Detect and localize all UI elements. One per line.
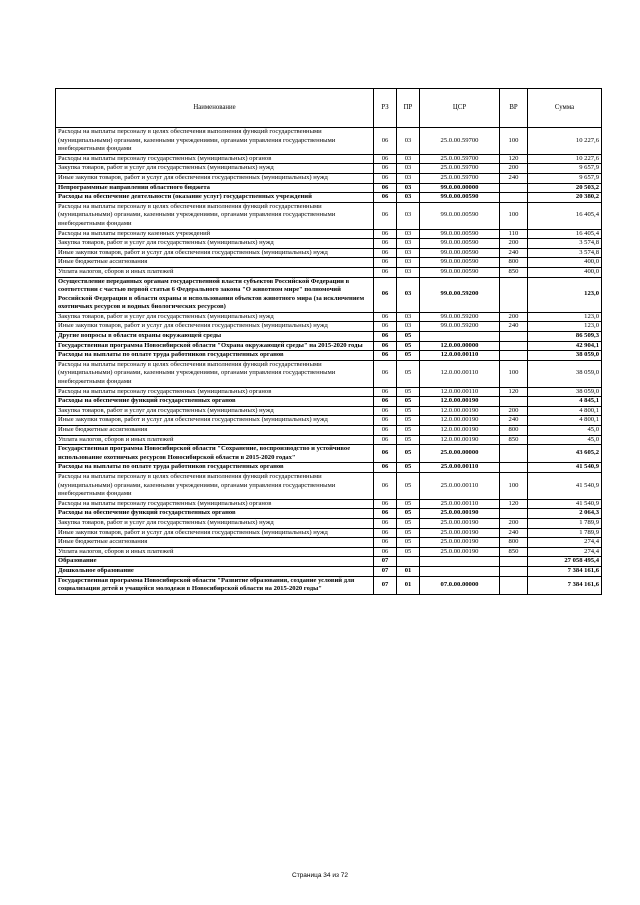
cell-pr: 03 <box>397 173 420 183</box>
table-row <box>56 576 602 594</box>
cell-name: Расходы на выплаты персоналу в целях обеспечения выполнения функций государственными (муниципальными) органами, казенными учреждениями, органами управления государственными внебюджетными фондами <box>56 202 374 229</box>
cell-csr: 12.0.00.00190 <box>420 426 500 436</box>
cell-pr: 05 <box>397 463 420 473</box>
cell-rz: 06 <box>374 248 397 258</box>
cell-csr: 25.0.00.59700 <box>420 164 500 174</box>
cell-sum: 38 059,0 <box>528 387 602 397</box>
cell-sum: 45,0 <box>528 435 602 445</box>
cell-csr: 12.0.00.00190 <box>420 416 500 426</box>
cell-pr: 03 <box>397 229 420 239</box>
table-row <box>56 164 602 174</box>
cell-pr: 05 <box>397 360 420 387</box>
cell-vr <box>500 193 528 203</box>
table-row <box>56 128 602 155</box>
cell-vr <box>500 341 528 351</box>
cell-vr <box>500 445 528 463</box>
cell-rz: 07 <box>374 557 397 567</box>
cell-vr <box>500 557 528 567</box>
cell-name: Иные бюджетные ассигнования <box>56 258 374 268</box>
cell-rz: 06 <box>374 183 397 193</box>
cell-name: Иные закупки товаров, работ и услуг для обеспечения государственных (муниципальных) нужд <box>56 528 374 538</box>
cell-vr <box>500 277 528 312</box>
cell-pr: 05 <box>397 397 420 407</box>
cell-csr: 25.0.00.00190 <box>420 547 500 557</box>
cell-sum: 20 503,2 <box>528 183 602 193</box>
cell-csr: 99.0.00.00000 <box>420 183 500 193</box>
page-footer: Страница 34 из 72 <box>292 872 348 879</box>
cell-csr: 12.0.00.00110 <box>420 360 500 387</box>
cell-pr: 05 <box>397 547 420 557</box>
cell-csr: 12.0.00.00190 <box>420 397 500 407</box>
cell-pr: 05 <box>397 518 420 528</box>
cell-rz: 06 <box>374 173 397 183</box>
cell-rz: 07 <box>374 576 397 594</box>
table-row <box>56 341 602 351</box>
cell-csr: 12.0.00.00190 <box>420 435 500 445</box>
cell-csr: 25.0.00.00190 <box>420 528 500 538</box>
cell-csr: 25.0.00.00190 <box>420 538 500 548</box>
cell-pr: 05 <box>397 332 420 342</box>
cell-sum: 274,4 <box>528 547 602 557</box>
budget-table <box>55 88 602 595</box>
cell-vr: 100 <box>500 472 528 499</box>
cell-rz: 06 <box>374 360 397 387</box>
cell-sum: 27 058 495,4 <box>528 557 602 567</box>
cell-rz: 06 <box>374 426 397 436</box>
cell-rz: 06 <box>374 322 397 332</box>
cell-csr: 25.0.00.00190 <box>420 509 500 519</box>
cell-name: Закупка товаров, работ и услуг для государственных (муниципальных) нужд <box>56 164 374 174</box>
cell-pr: 05 <box>397 341 420 351</box>
table-row <box>56 173 602 183</box>
cell-name: Уплата налогов, сборов и иных платежей <box>56 435 374 445</box>
table-row <box>56 239 602 249</box>
cell-sum: 10 227,6 <box>528 154 602 164</box>
cell-name: Иные бюджетные ассигнования <box>56 426 374 436</box>
table-row <box>56 426 602 436</box>
cell-rz: 06 <box>374 387 397 397</box>
cell-vr: 800 <box>500 426 528 436</box>
cell-csr: 07.0.00.00000 <box>420 576 500 594</box>
cell-rz: 06 <box>374 406 397 416</box>
cell-vr: 240 <box>500 528 528 538</box>
cell-pr: 03 <box>397 322 420 332</box>
cell-sum: 45,0 <box>528 426 602 436</box>
cell-csr: 99.0.00.00590 <box>420 202 500 229</box>
cell-pr: 03 <box>397 154 420 164</box>
cell-name: Государственная программа Новосибирской области "Охрана окружающей среды" на 2015-2020 годы <box>56 341 374 351</box>
cell-pr: 03 <box>397 239 420 249</box>
cell-name: Иные закупки товаров, работ и услуг для обеспечения государственных (муниципальных) нужд <box>56 248 374 258</box>
cell-vr <box>500 332 528 342</box>
table-row <box>56 547 602 557</box>
cell-pr: 03 <box>397 183 420 193</box>
header-csr: ЦСР <box>420 89 500 128</box>
cell-csr <box>420 332 500 342</box>
cell-csr: 25.0.00.00110 <box>420 463 500 473</box>
header-vr: ВР <box>500 89 528 128</box>
cell-name: Расходы на обеспечение деятельности (оказание услуг) государственных учреждений <box>56 193 374 203</box>
budget-table-container <box>55 88 601 595</box>
cell-vr: 120 <box>500 154 528 164</box>
cell-vr <box>500 576 528 594</box>
cell-csr: 25.0.00.00110 <box>420 499 500 509</box>
cell-csr: 12.0.00.00110 <box>420 351 500 361</box>
cell-name: Образование <box>56 557 374 567</box>
cell-csr: 99.0.00.00590 <box>420 193 500 203</box>
cell-sum: 9 657,9 <box>528 164 602 174</box>
cell-vr: 200 <box>500 164 528 174</box>
cell-sum: 41 540,9 <box>528 463 602 473</box>
cell-sum: 4 800,1 <box>528 406 602 416</box>
cell-rz: 07 <box>374 566 397 576</box>
table-row <box>56 499 602 509</box>
cell-pr: 03 <box>397 164 420 174</box>
cell-sum: 38 059,0 <box>528 360 602 387</box>
cell-sum: 4 800,1 <box>528 416 602 426</box>
table-row <box>56 397 602 407</box>
cell-rz: 06 <box>374 528 397 538</box>
cell-csr: 25.0.00.00190 <box>420 518 500 528</box>
cell-sum: 400,0 <box>528 258 602 268</box>
table-row <box>56 463 602 473</box>
cell-name: Иные закупки товаров, работ и услуг для обеспечения государственных (муниципальных) нужд <box>56 173 374 183</box>
cell-name: Расходы на выплаты персоналу государственных (муниципальных) органов <box>56 154 374 164</box>
table-row <box>56 538 602 548</box>
cell-rz: 06 <box>374 435 397 445</box>
table-row <box>56 312 602 322</box>
cell-rz: 06 <box>374 351 397 361</box>
cell-rz: 06 <box>374 341 397 351</box>
cell-name: Закупка товаров, работ и услуг для государственных (муниципальных) нужд <box>56 239 374 249</box>
header-rz: РЗ <box>374 89 397 128</box>
cell-pr: 03 <box>397 128 420 155</box>
cell-vr: 200 <box>500 518 528 528</box>
cell-vr <box>500 463 528 473</box>
cell-sum: 38 059,0 <box>528 351 602 361</box>
cell-vr <box>500 183 528 193</box>
cell-rz: 06 <box>374 472 397 499</box>
cell-sum: 7 384 161,6 <box>528 576 602 594</box>
cell-name: Уплата налогов, сборов и иных платежей <box>56 547 374 557</box>
cell-pr: 05 <box>397 445 420 463</box>
cell-vr: 120 <box>500 387 528 397</box>
cell-sum: 3 574,8 <box>528 239 602 249</box>
cell-csr: 12.0.00.00000 <box>420 341 500 351</box>
table-row <box>56 154 602 164</box>
cell-vr <box>500 566 528 576</box>
cell-sum: 7 384 161,6 <box>528 566 602 576</box>
cell-rz: 06 <box>374 547 397 557</box>
cell-csr: 99.0.00.00590 <box>420 248 500 258</box>
cell-sum: 10 227,6 <box>528 128 602 155</box>
cell-sum: 3 574,8 <box>528 248 602 258</box>
cell-vr <box>500 351 528 361</box>
cell-vr: 100 <box>500 128 528 155</box>
table-row <box>56 557 602 567</box>
cell-rz: 06 <box>374 267 397 277</box>
table-row <box>56 435 602 445</box>
cell-rz: 06 <box>374 463 397 473</box>
cell-name: Закупка товаров, работ и услуг для государственных (муниципальных) нужд <box>56 312 374 322</box>
table-row <box>56 416 602 426</box>
cell-sum: 41 540,9 <box>528 499 602 509</box>
cell-rz: 06 <box>374 128 397 155</box>
cell-name: Непрограммные направления областного бюджета <box>56 183 374 193</box>
cell-sum: 2 064,3 <box>528 509 602 519</box>
cell-pr: 03 <box>397 193 420 203</box>
cell-vr: 240 <box>500 173 528 183</box>
cell-pr: 05 <box>397 472 420 499</box>
cell-name: Расходы на выплаты персоналу казенных учреждений <box>56 229 374 239</box>
cell-sum: 86 509,3 <box>528 332 602 342</box>
cell-rz: 06 <box>374 239 397 249</box>
cell-pr: 03 <box>397 277 420 312</box>
cell-vr: 800 <box>500 538 528 548</box>
cell-vr: 240 <box>500 416 528 426</box>
cell-name: Расходы на выплаты персоналу в целях обеспечения выполнения функций государственными (муниципальными) органами, казенными учреждениями, органами управления государственными внебюджетными фондами <box>56 472 374 499</box>
cell-rz: 06 <box>374 332 397 342</box>
cell-vr: 850 <box>500 435 528 445</box>
cell-pr: 05 <box>397 538 420 548</box>
table-row <box>56 183 602 193</box>
cell-rz: 06 <box>374 416 397 426</box>
cell-sum: 16 405,4 <box>528 202 602 229</box>
cell-vr: 850 <box>500 267 528 277</box>
cell-pr: 03 <box>397 312 420 322</box>
cell-name: Закупка товаров, работ и услуг для государственных (муниципальных) нужд <box>56 406 374 416</box>
table-row <box>56 566 602 576</box>
table-row <box>56 387 602 397</box>
cell-rz: 06 <box>374 445 397 463</box>
cell-csr: 12.0.00.00110 <box>420 387 500 397</box>
cell-vr: 200 <box>500 406 528 416</box>
cell-name: Закупка товаров, работ и услуг для государственных (муниципальных) нужд <box>56 518 374 528</box>
table-row <box>56 258 602 268</box>
cell-name: Расходы на выплаты по оплате труда работников государственных органов <box>56 351 374 361</box>
cell-csr: 25.0.00.00000 <box>420 445 500 463</box>
cell-sum: 123,0 <box>528 277 602 312</box>
cell-pr: 05 <box>397 406 420 416</box>
table-row <box>56 229 602 239</box>
table-row <box>56 248 602 258</box>
cell-rz: 06 <box>374 312 397 322</box>
cell-name: Государственная программа Новосибирской области "Сохранение, воспроизводство и устойчивое использование охотничьих ресурсов Новосибирской области в 2015-2020 годах" <box>56 445 374 463</box>
cell-rz: 06 <box>374 202 397 229</box>
cell-csr: 25.0.00.59700 <box>420 154 500 164</box>
cell-csr: 99.0.00.00590 <box>420 267 500 277</box>
table-row <box>56 202 602 229</box>
cell-name: Уплата налогов, сборов и иных платежей <box>56 267 374 277</box>
cell-pr: 03 <box>397 202 420 229</box>
cell-sum: 400,0 <box>528 267 602 277</box>
cell-csr: 25.0.00.00110 <box>420 472 500 499</box>
cell-rz: 06 <box>374 164 397 174</box>
cell-name: Расходы на выплаты по оплате труда работников государственных органов <box>56 463 374 473</box>
cell-sum: 42 904,1 <box>528 341 602 351</box>
cell-csr: 99.0.00.00590 <box>420 229 500 239</box>
cell-name: Другие вопросы в области охраны окружающей среды <box>56 332 374 342</box>
cell-csr: 99.0.00.59200 <box>420 312 500 322</box>
cell-vr: 100 <box>500 360 528 387</box>
cell-csr: 25.0.00.59700 <box>420 128 500 155</box>
cell-sum: 43 605,2 <box>528 445 602 463</box>
cell-rz: 06 <box>374 154 397 164</box>
cell-csr <box>420 566 500 576</box>
cell-pr: 05 <box>397 351 420 361</box>
cell-csr: 25.0.00.59700 <box>420 173 500 183</box>
cell-pr: 05 <box>397 387 420 397</box>
cell-csr: 99.0.00.59200 <box>420 277 500 312</box>
cell-pr: 05 <box>397 499 420 509</box>
table-row <box>56 518 602 528</box>
cell-sum: 1 789,9 <box>528 518 602 528</box>
cell-sum: 4 845,1 <box>528 397 602 407</box>
cell-sum: 1 789,9 <box>528 528 602 538</box>
cell-vr: 240 <box>500 248 528 258</box>
table-row <box>56 528 602 538</box>
table-body <box>56 128 602 595</box>
cell-name: Государственная программа Новосибирской области "Развитие образования, создание условий для социализации детей и учащейся молодежи в Новосибирской области на 2015-2020 годы" <box>56 576 374 594</box>
cell-name: Иные бюджетные ассигнования <box>56 538 374 548</box>
cell-name: Иные закупки товаров, работ и услуг для обеспечения государственных (муниципальных) нужд <box>56 416 374 426</box>
cell-vr: 240 <box>500 322 528 332</box>
cell-rz: 06 <box>374 229 397 239</box>
cell-name: Иные закупки товаров, работ и услуг для обеспечения государственных (муниципальных) нужд <box>56 322 374 332</box>
cell-vr: 100 <box>500 202 528 229</box>
table-header-row <box>56 89 602 128</box>
cell-vr <box>500 397 528 407</box>
cell-rz: 06 <box>374 509 397 519</box>
cell-name: Осуществление переданных органам государственной власти субъектов Российской Федерации в соответствии с частью первой статьи 6 Федерального закона "О животном мире" полномочий Российской Федерации в области охраны и использования объектов животного мира (за исключением охотничьих ресурсов и водных биологических ресурсов) <box>56 277 374 312</box>
cell-pr: 05 <box>397 416 420 426</box>
table-row <box>56 472 602 499</box>
table-row <box>56 445 602 463</box>
cell-name: Расходы на выплаты персоналу в целях обеспечения выполнения функций государственными (муниципальными) органами, казенными учреждениями, органами управления государственными внебюджетными фондами <box>56 128 374 155</box>
cell-name: Расходы на обеспечение функций государственных органов <box>56 397 374 407</box>
cell-sum: 41 540,9 <box>528 472 602 499</box>
cell-rz: 06 <box>374 258 397 268</box>
cell-pr: 05 <box>397 435 420 445</box>
cell-rz: 06 <box>374 277 397 312</box>
header-sum: Сумма <box>528 89 602 128</box>
cell-vr <box>500 509 528 519</box>
cell-name: Расходы на выплаты персоналу государственных (муниципальных) органов <box>56 387 374 397</box>
table-row <box>56 360 602 387</box>
cell-rz: 06 <box>374 499 397 509</box>
cell-pr: 03 <box>397 258 420 268</box>
cell-pr: 01 <box>397 566 420 576</box>
cell-sum: 20 380,2 <box>528 193 602 203</box>
cell-csr <box>420 557 500 567</box>
cell-rz: 06 <box>374 397 397 407</box>
cell-sum: 9 657,9 <box>528 173 602 183</box>
table-row <box>56 277 602 312</box>
header-pr: ПР <box>397 89 420 128</box>
cell-name: Расходы на выплаты персоналу государственных (муниципальных) органов <box>56 499 374 509</box>
cell-csr: 99.0.00.59200 <box>420 322 500 332</box>
cell-name: Расходы на выплаты персоналу в целях обеспечения выполнения функций государственными (муниципальными) органами, казенными учреждениями, органами управления государственными внебюджетными фондами <box>56 360 374 387</box>
cell-vr: 110 <box>500 229 528 239</box>
cell-pr <box>397 557 420 567</box>
cell-pr: 05 <box>397 528 420 538</box>
cell-csr: 99.0.00.00590 <box>420 239 500 249</box>
table-row <box>56 351 602 361</box>
cell-name: Расходы на обеспечение функций государственных органов <box>56 509 374 519</box>
cell-pr: 03 <box>397 267 420 277</box>
cell-name: Дошкольное образование <box>56 566 374 576</box>
cell-sum: 274,4 <box>528 538 602 548</box>
cell-sum: 123,0 <box>528 312 602 322</box>
table-row <box>56 509 602 519</box>
cell-rz: 06 <box>374 538 397 548</box>
cell-vr: 200 <box>500 312 528 322</box>
table-row <box>56 406 602 416</box>
table-row <box>56 332 602 342</box>
header-name: Наименование <box>56 89 374 128</box>
cell-csr: 12.0.00.00190 <box>420 406 500 416</box>
cell-rz: 06 <box>374 518 397 528</box>
cell-sum: 123,0 <box>528 322 602 332</box>
cell-csr: 99.0.00.00590 <box>420 258 500 268</box>
cell-rz: 06 <box>374 193 397 203</box>
cell-pr: 03 <box>397 248 420 258</box>
cell-vr: 850 <box>500 547 528 557</box>
table-row <box>56 267 602 277</box>
cell-sum: 16 405,4 <box>528 229 602 239</box>
cell-pr: 01 <box>397 576 420 594</box>
cell-vr: 800 <box>500 258 528 268</box>
table-row <box>56 193 602 203</box>
cell-vr: 120 <box>500 499 528 509</box>
cell-pr: 05 <box>397 426 420 436</box>
cell-pr: 05 <box>397 509 420 519</box>
table-row <box>56 322 602 332</box>
cell-vr: 200 <box>500 239 528 249</box>
